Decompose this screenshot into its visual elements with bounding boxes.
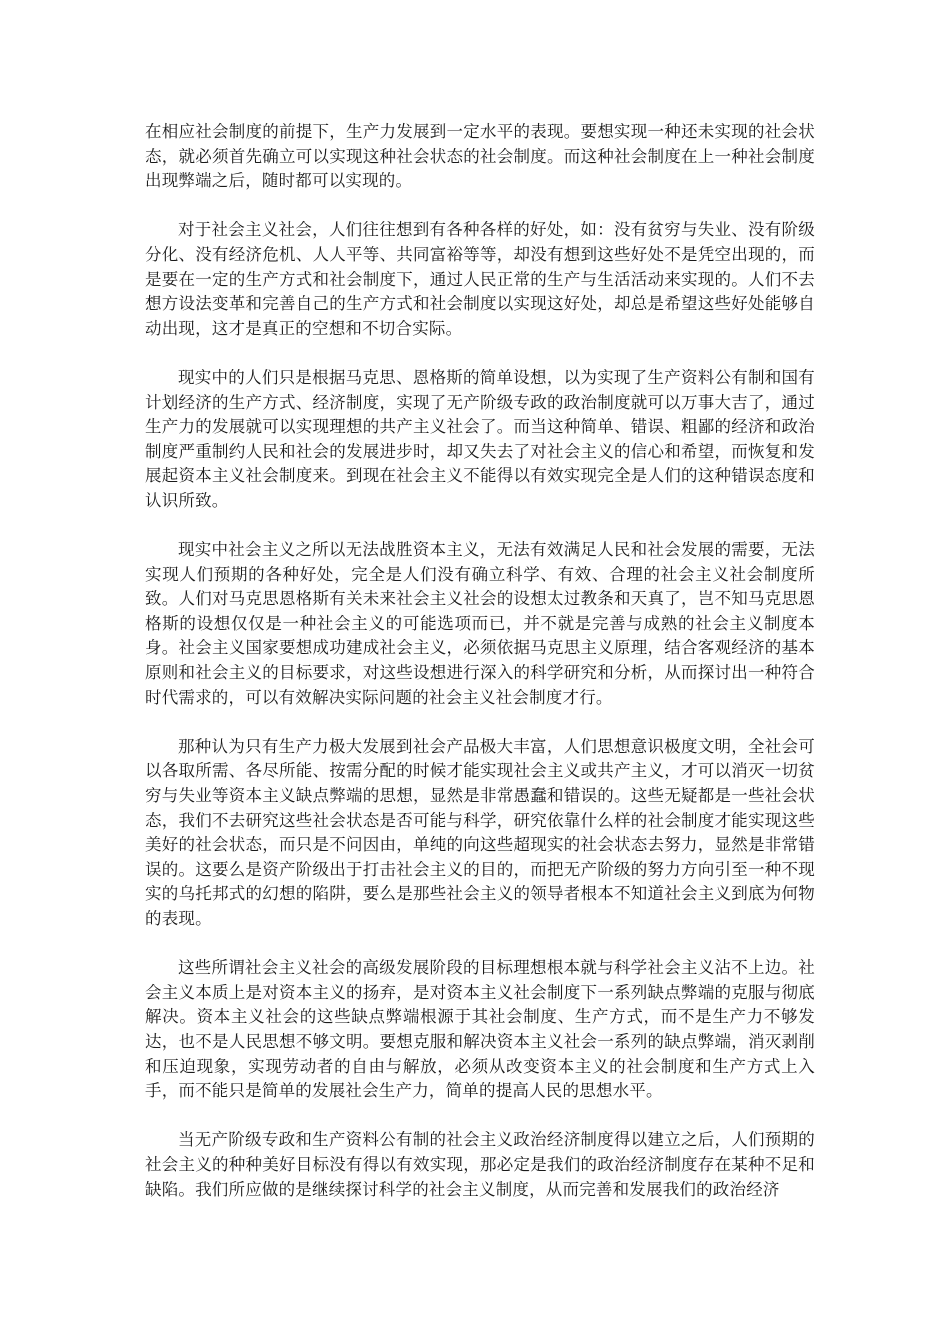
- paragraph-continuation: 在相应社会制度的前提下，生产力发展到一定水平的表现。要想实现一种还未实现的社会状态，就必须首先确立可以实现这种社会状态的社会制度。而这种社会制度在上一种社会制度出现弊端之后，随时都可以实现的。: [145, 122, 815, 191]
- document-body: [145, 120, 815, 1227]
- paragraph: 对于社会主义社会，人们往往想到有各种各样的好处，如：没有贫穷与失业、没有阶级分化、没有经济危机、人人平等、共同富裕等等，却没有想到这些好处不是凭空出现的，而是要在一定的生产方式和社会制度下，通过人民正常的生产与生活活动来实现的。人们不去想方设法变革和完善自己的生产方式和社会制度以实现这好处，却总是希望这些好处能够自动出现，这才是真正的空想和不切合实际。: [145, 220, 815, 338]
- paragraph: 那种认为只有生产力极大发展到社会产品极大丰富，人们思想意识极度文明，全社会可以各取所需、各尽所能、按需分配的时候才能实现社会主义或共产主义，才可以消灭一切贫穷与失业等资本主义缺点弊端的思想，显然是非常愚蠢和错误的。这些无疑都是一些社会状态，我们不去研究这些社会状态是否可能与科学，研究依靠什么样的社会制度才能实现这些美好的社会状态，而只是不问因由，单纯的向这些超现实的社会状态去努力，显然是非常错误的。这要么是资产阶级出于打击社会主义的目的，而把无产阶级的努力方向引至一种不现实的乌托邦式的幻想的陷阱，要么是那些社会主义的领导者根本不知道社会主义到底为何物的表现。: [145, 736, 815, 928]
- paragraph: 现实中社会主义之所以无法战胜资本主义，无法有效满足人民和社会发展的需要，无法实现人们预期的各种好处，完全是人们没有确立科学、有效、合理的社会主义社会制度所致。人们对马克思恩格斯有关未来社会主义社会的设想太过教条和天真了，岂不知马克思恩格斯的设想仅仅是一种社会主义的可能选项而已，并不就是完善与成熟的社会主义制度本身。社会主义国家要想成功建成社会主义，必须依据马克思主义原理，结合客观经济的基本原则和社会主义的目标要求，对这些设想进行深入的科学研究和分析，从而探讨出一种符合时代需求的，可以有效解决实际问题的社会主义社会制度才行。: [145, 540, 815, 707]
- paragraph: 现实中的人们只是根据马克思、恩格斯的简单设想，以为实现了生产资料公有制和国有计划经济的生产方式、经济制度，实现了无产阶级专政的政治制度就可以万事大吉了，通过生产力的发展就可以实现理想的共产主义社会了。而当这种简单、错误、粗鄙的经济和政治制度严重制约人民和社会的发展进步时，却又失去了对社会主义的信心和希望，而恢复和发展起资本主义社会制度来。到现在社会主义不能得以有效实现完全是人们的这种错误态度和认识所致。: [145, 367, 815, 510]
- paragraph: 这些所谓社会主义社会的高级发展阶段的目标理想根本就与科学社会主义沾不上边。社会主义本质上是对资本主义的扬弃，是对资本主义社会制度下一系列缺点弊端的克服与彻底解决。资本主义社会的这些缺点弊端根源于其社会制度、生产方式，而不是生产力不够发达，也不是人民思想不够文明。要想克服和解决资本主义社会一系列的缺点弊端，消灭剥削和压迫现象，实现劳动者的自由与解放，必须从改变资本主义的社会制度和生产方式上入手，而不能只是简单的发展社会生产力，简单的提高人民的思想水平。: [145, 958, 815, 1101]
- paragraph: 当无产阶级专政和生产资料公有制的社会主义政治经济制度得以建立之后，人们预期的社会主义的种种美好目标没有得以有效实现，那必定是我们的政治经济制度存在某种不足和缺陷。我们所应做的是继续探讨科学的社会主义制度，从而完善和发展我们的政治经济: [145, 1130, 815, 1199]
